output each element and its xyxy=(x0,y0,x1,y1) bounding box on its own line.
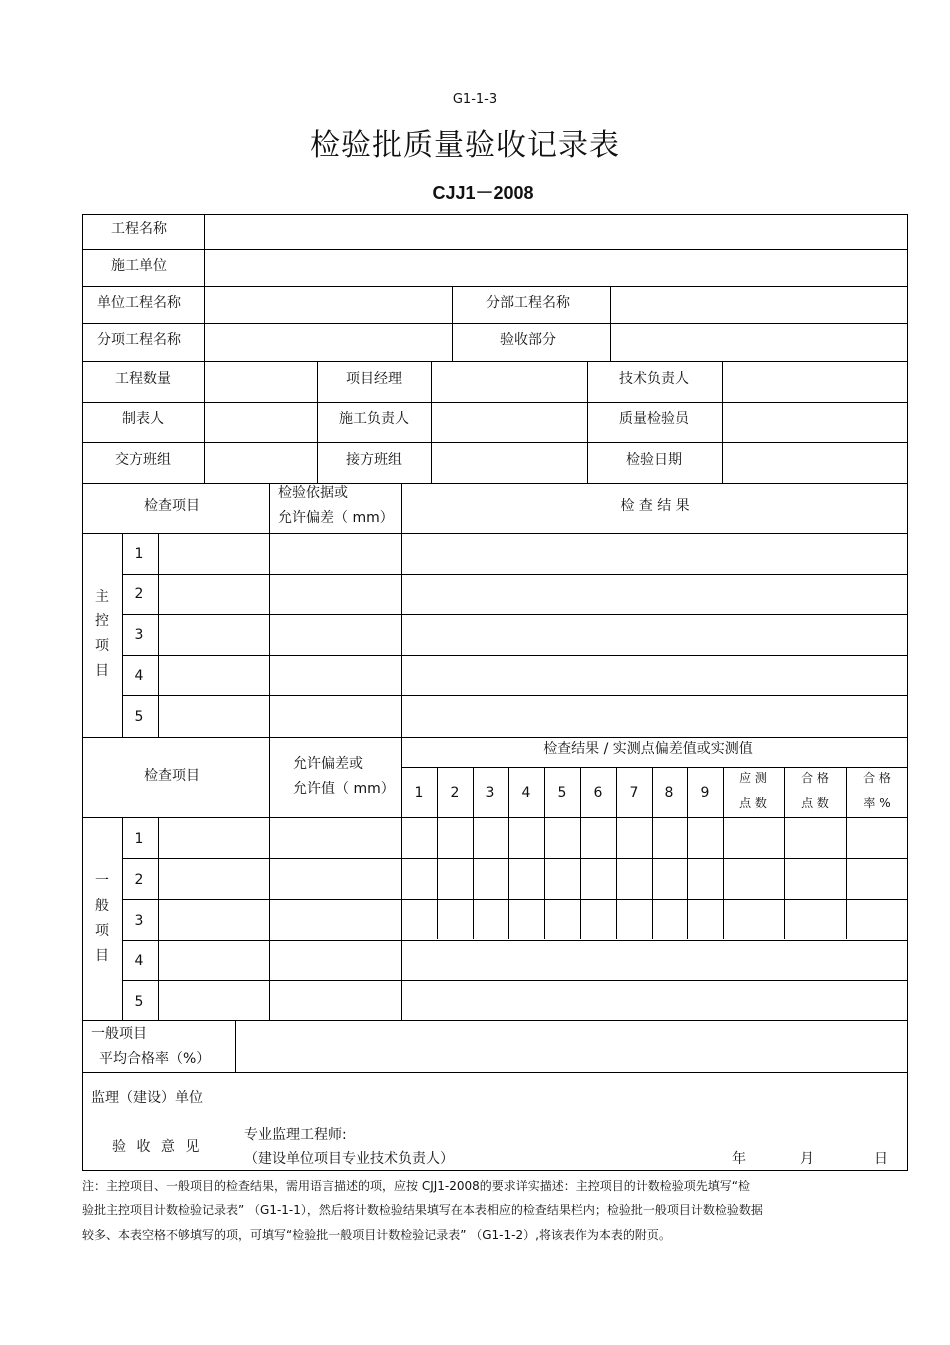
table-rule xyxy=(122,533,123,737)
label-inspection-date: 检验日期 xyxy=(626,452,682,468)
point-header: 1 xyxy=(414,785,424,801)
point-header: 2 xyxy=(450,785,460,801)
point-header: 8 xyxy=(664,785,674,801)
table-rule xyxy=(846,767,847,939)
table-rule xyxy=(235,1020,236,1072)
table-rule xyxy=(401,767,908,768)
main-group-char: 目 xyxy=(95,663,109,679)
main-row-number: 5 xyxy=(134,709,144,725)
table-rule xyxy=(122,655,908,656)
point-header: 6 xyxy=(593,785,603,801)
table-rule xyxy=(158,533,159,737)
owner-technical-lead-label: （建设单位项目专业技术负责人） xyxy=(244,1151,454,1167)
table-rule xyxy=(204,214,205,483)
footnote-line: 注：主控项目、一般项目的检查结果，需用语言描述的项，应按 CJJ1-2008的要求详实描述：主控项目的计数检验项先填写“检 xyxy=(82,1179,750,1193)
avg-rate-label-line1: 一般项目 xyxy=(91,1026,147,1042)
table-rule xyxy=(473,767,474,939)
footnote-line: 较多、本表空格不够填写的项，可填写“检验批一般项目计数检验记录表” （G1-1-2）,将该表作为本表的附页。 xyxy=(82,1228,671,1242)
table-rule xyxy=(687,767,688,939)
table-rule xyxy=(122,614,908,615)
table-rule xyxy=(82,442,908,443)
table-rule xyxy=(122,574,908,575)
general-group-char: 般 xyxy=(95,898,109,914)
table-rule xyxy=(82,1020,908,1021)
table-rule xyxy=(82,214,908,215)
qualified-points-line1: 合 格 xyxy=(801,771,829,785)
table-rule xyxy=(122,980,908,981)
main-col-item: 检查项目 xyxy=(144,498,200,514)
main-row-number: 4 xyxy=(134,668,144,684)
general-row-number: 5 xyxy=(134,994,144,1010)
table-rule xyxy=(158,817,159,1020)
table-rule xyxy=(587,361,588,483)
table-rule xyxy=(82,286,908,287)
table-rule xyxy=(508,767,509,939)
label-division-project-name: 分部工程名称 xyxy=(486,295,570,311)
table-rule xyxy=(784,767,785,939)
main-row-number: 1 xyxy=(134,546,144,562)
table-rule xyxy=(269,483,270,1020)
label-handover-team: 交方班组 xyxy=(115,452,171,468)
general-row-number: 2 xyxy=(134,872,144,888)
label-acceptance-part: 验收部分 xyxy=(500,332,556,348)
form-code: G1-1-3 xyxy=(452,92,498,107)
general-col-result: 检查结果 / 实测点偏差值或实测值 xyxy=(543,741,753,757)
should-measure-line1: 应 测 xyxy=(739,771,767,785)
label-tabulator: 制表人 xyxy=(122,411,164,427)
point-header: 7 xyxy=(629,785,639,801)
main-row-number: 2 xyxy=(134,586,144,602)
table-rule xyxy=(722,361,723,483)
main-col-result: 检 查 结 果 xyxy=(620,498,690,514)
general-group-char: 项 xyxy=(95,923,109,939)
main-row-number: 3 xyxy=(134,627,144,643)
supervision-label-line2: 验 收 意 见 xyxy=(112,1139,203,1155)
table-rule xyxy=(544,767,545,939)
label-project-name: 工程名称 xyxy=(111,221,167,237)
general-row-number: 4 xyxy=(134,953,144,969)
general-col-tol-line1: 允许偏差或 xyxy=(293,756,363,772)
month-label: 月 xyxy=(800,1151,814,1167)
label-project-manager: 项目经理 xyxy=(346,371,402,387)
label-construction-unit: 施工单位 xyxy=(111,258,167,274)
inspection-form xyxy=(82,214,908,1171)
table-rule xyxy=(652,767,653,939)
main-col-basis-line2: 允许偏差（ mm） xyxy=(278,510,394,526)
main-group-char: 项 xyxy=(95,638,109,654)
table-rule xyxy=(82,214,83,1171)
table-rule xyxy=(580,767,581,939)
qualified-rate-line1: 合 格 xyxy=(863,771,891,785)
main-group-char: 主 xyxy=(95,589,109,605)
general-group-char: 一 xyxy=(95,873,109,889)
table-rule xyxy=(616,767,617,939)
table-rule xyxy=(610,286,611,361)
table-rule xyxy=(401,483,402,1020)
main-col-basis-line1: 检验依据或 xyxy=(278,485,348,501)
point-header: 5 xyxy=(557,785,567,801)
label-sub-item-project-name: 分项工程名称 xyxy=(97,332,181,348)
table-rule xyxy=(907,214,908,1171)
table-rule xyxy=(82,483,908,484)
table-rule xyxy=(317,361,318,483)
point-header: 9 xyxy=(700,785,710,801)
general-group-char: 目 xyxy=(95,948,109,964)
table-rule xyxy=(82,361,908,362)
standard-code: CJJ1－2008 xyxy=(432,183,534,203)
label-technical-lead: 技术负责人 xyxy=(619,371,689,387)
label-quality-inspector: 质量检验员 xyxy=(619,411,689,427)
table-rule xyxy=(82,402,908,403)
table-rule xyxy=(437,767,438,939)
table-rule xyxy=(452,286,453,361)
qualified-rate-line2: 率 % xyxy=(863,796,891,810)
general-row-number: 3 xyxy=(134,913,144,929)
qualified-points-line2: 点 数 xyxy=(801,796,829,810)
table-rule xyxy=(122,940,908,941)
supervision-label-line1: 监理（建设）单位 xyxy=(91,1090,203,1106)
footnote-line: 验批主控项目计数检验记录表” （G1-1-1），然后将计数检验结果填写在本表相应的检查结果栏内；检验批一般项目计数检验数据 xyxy=(82,1203,763,1217)
table-rule xyxy=(82,249,908,250)
table-rule xyxy=(122,899,908,900)
general-col-item: 检查项目 xyxy=(144,768,200,784)
label-quantity: 工程数量 xyxy=(115,371,171,387)
label-construction-lead: 施工负责人 xyxy=(339,411,409,427)
table-rule xyxy=(82,533,908,534)
table-rule xyxy=(122,695,908,696)
table-rule xyxy=(431,361,432,483)
should-measure-line2: 点 数 xyxy=(739,796,767,810)
table-rule xyxy=(82,1170,908,1171)
point-header: 3 xyxy=(485,785,495,801)
table-rule xyxy=(122,858,908,859)
year-label: 年 xyxy=(732,1151,746,1167)
table-rule xyxy=(82,1072,908,1073)
day-label: 日 xyxy=(874,1151,888,1167)
label-unit-project-name: 单位工程名称 xyxy=(97,295,181,311)
form-title: 检验批质量验收记录表 xyxy=(310,128,620,163)
avg-rate-label-line2: 平均合格率（%） xyxy=(99,1051,211,1067)
supervising-engineer-label: 专业监理工程师: xyxy=(244,1127,347,1143)
label-takeover-team: 接方班组 xyxy=(346,452,402,468)
general-row-number: 1 xyxy=(134,831,144,847)
table-rule xyxy=(122,817,123,1020)
general-col-tol-line2: 允许值（ mm） xyxy=(293,781,395,797)
table-rule xyxy=(82,737,908,738)
table-rule xyxy=(723,767,724,939)
table-rule xyxy=(82,323,908,324)
main-group-char: 控 xyxy=(95,613,109,629)
point-header: 4 xyxy=(521,785,531,801)
